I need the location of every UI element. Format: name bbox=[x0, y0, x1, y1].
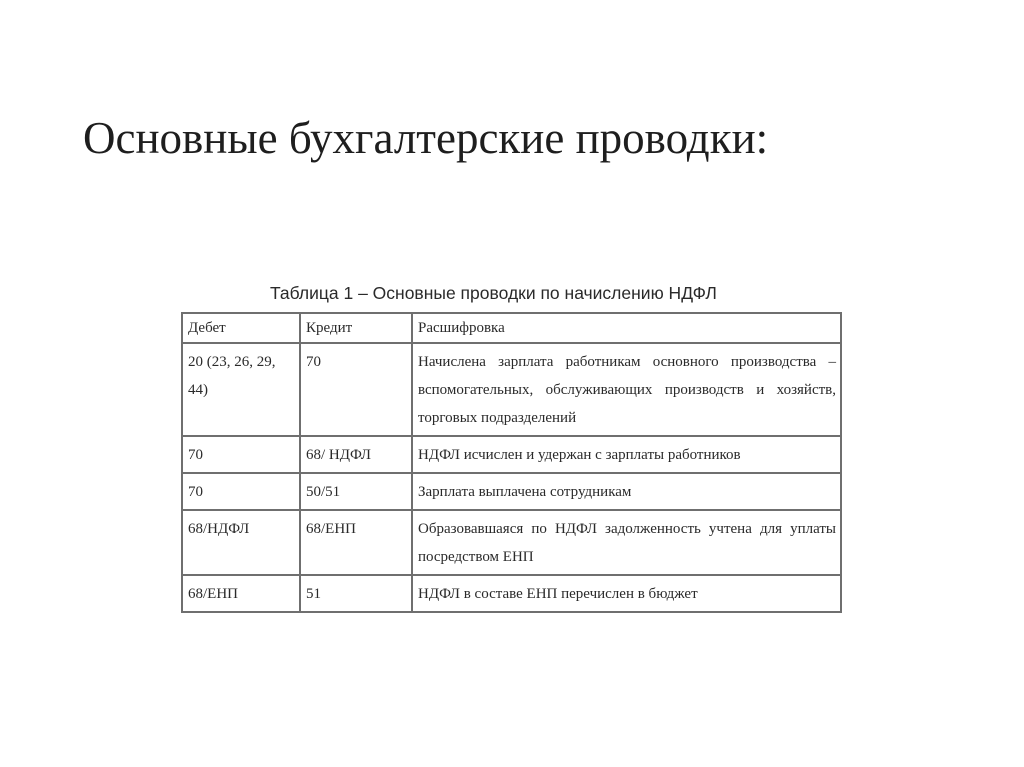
cell-credit: 68/ НДФЛ bbox=[300, 436, 412, 473]
cell-debit: 20 (23, 26, 29, 44) bbox=[182, 343, 300, 436]
table-row bbox=[182, 510, 841, 575]
cell-debit: 68/ЕНП bbox=[182, 575, 300, 612]
cell-debit: 70 bbox=[182, 473, 300, 510]
header-description: Расшифровка bbox=[412, 313, 841, 343]
table-row bbox=[182, 343, 841, 436]
cell-description: НДФЛ в составе ЕНП перечислен в бюджет bbox=[412, 575, 841, 612]
table-row bbox=[182, 473, 841, 510]
header-credit: Кредит bbox=[300, 313, 412, 343]
cell-description: Начислена зарплата работникам основного производства – вспомогательных, обслуживающих производств и хозяйств, торговых подразделений bbox=[412, 343, 841, 436]
table-caption: Таблица 1 – Основные проводки по начислению НДФЛ bbox=[270, 283, 717, 303]
slide-title: Основные бухгалтерские проводки: bbox=[83, 113, 769, 163]
cell-credit: 51 bbox=[300, 575, 412, 612]
header-debit: Дебет bbox=[182, 313, 300, 343]
cell-credit: 68/ЕНП bbox=[300, 510, 412, 575]
table-header-row bbox=[182, 313, 841, 343]
table-row bbox=[182, 436, 841, 473]
cell-debit: 68/НДФЛ bbox=[182, 510, 300, 575]
cell-credit: 70 bbox=[300, 343, 412, 436]
cell-description: НДФЛ исчислен и удержан с зарплаты работников bbox=[412, 436, 841, 473]
cell-debit: 70 bbox=[182, 436, 300, 473]
cell-credit: 50/51 bbox=[300, 473, 412, 510]
accounting-entries-table bbox=[181, 312, 842, 613]
cell-description: Зарплата выплачена сотрудникам bbox=[412, 473, 841, 510]
table-row bbox=[182, 575, 841, 612]
cell-description: Образовавшаяся по НДФЛ задолженность учтена для уплаты посредством ЕНП bbox=[412, 510, 841, 575]
